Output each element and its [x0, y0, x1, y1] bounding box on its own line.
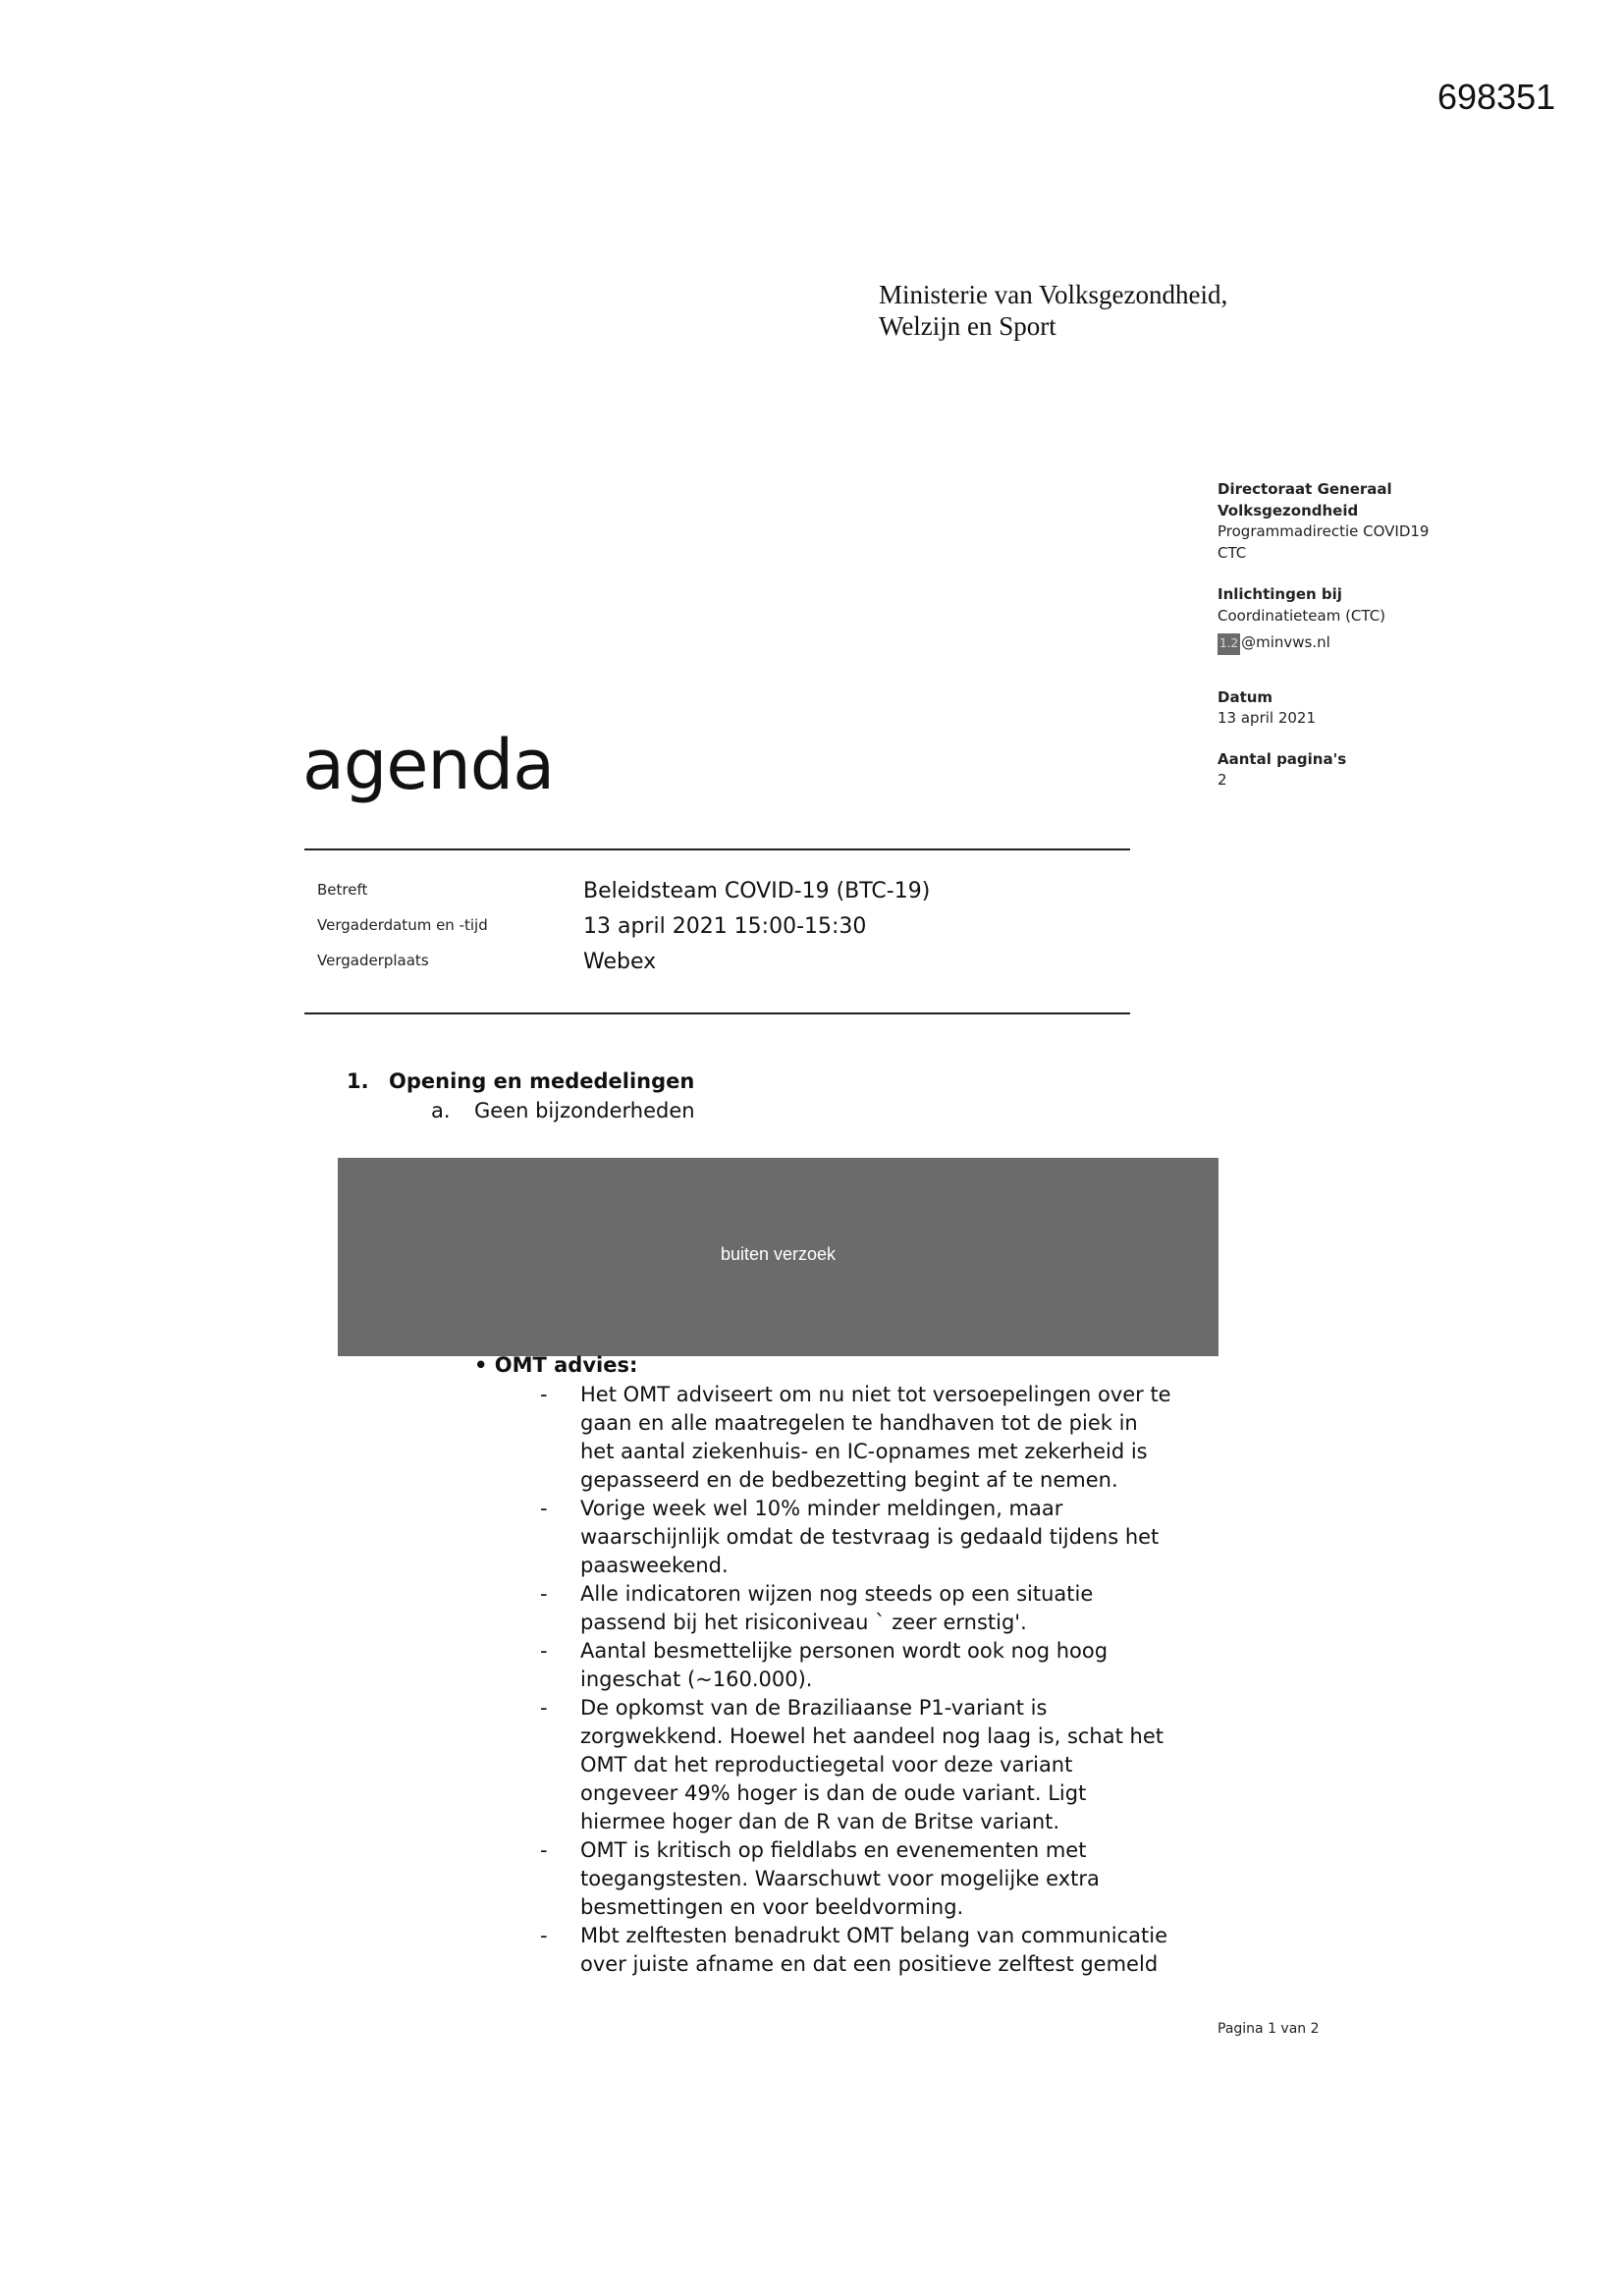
- dash-bullet: -: [540, 1497, 548, 1520]
- advice-item: [540, 1836, 1171, 1922]
- section-subitem: [431, 1099, 695, 1122]
- subitem-letter: a.: [431, 1099, 451, 1122]
- advice-line: het aantal ziekenhuis- en IC-opnames met zekerheid is: [580, 1440, 1148, 1463]
- sidebar-info: [1218, 479, 1429, 792]
- advice-item: [540, 1694, 1171, 1836]
- meta-label: Vergaderdatum en -tijd: [317, 916, 488, 934]
- date-value: 13 april 2021: [1218, 709, 1317, 727]
- ministry-line: Welzijn en Sport: [879, 311, 1056, 341]
- advice-line: besmettingen en voor beeldvorming.: [580, 1895, 964, 1919]
- dash-bullet: -: [540, 1639, 548, 1663]
- omt-heading: [474, 1353, 637, 1377]
- unit-line: Programmadirectie COVID19: [1218, 522, 1430, 540]
- advice-item: [540, 1922, 1171, 1979]
- advice-line: Vorige week wel 10% minder meldingen, maar: [580, 1497, 1063, 1520]
- advice-line: De opkomst van de Braziliaanse P1-variant is: [580, 1696, 1048, 1720]
- page-footer: Pagina 1 van 2: [1218, 2021, 1320, 2037]
- dash-bullet: -: [540, 1383, 548, 1406]
- subitem-text: Geen bijzonderheden: [474, 1099, 695, 1122]
- advice-line: paasweekend.: [580, 1554, 729, 1577]
- dash-bullet: -: [540, 1924, 548, 1947]
- section-title: Opening en mededelingen: [389, 1069, 695, 1093]
- email-domain: @minvws.nl: [1241, 633, 1330, 651]
- advice-item: [540, 1637, 1171, 1694]
- advice-line: Alle indicatoren wijzen nog steeds op een situatie: [580, 1582, 1094, 1606]
- advice-line: OMT dat het reproductiegetal voor deze variant: [580, 1753, 1073, 1777]
- contact-label: Inlichtingen bij: [1218, 585, 1342, 603]
- advice-line: waarschijnlijk omdat de testvraag is gedaald tijdens het: [580, 1525, 1160, 1549]
- advice-line: Mbt zelftesten benadrukt OMT belang van communicatie: [580, 1924, 1168, 1947]
- ministry-line: Ministerie van Volksgezondheid,: [879, 280, 1228, 309]
- department-line: Directoraat Generaal: [1218, 480, 1392, 498]
- pages-label: Aantal pagina's: [1218, 749, 1347, 768]
- section-heading: [347, 1069, 695, 1093]
- redaction-block: [338, 1158, 1218, 1356]
- unit-line: CTC: [1218, 543, 1247, 562]
- dash-bullet: -: [540, 1838, 548, 1862]
- department-line: Volksgezondheid: [1218, 501, 1359, 519]
- contact-team: Coordinatieteam (CTC): [1218, 606, 1386, 625]
- contact-email: [1218, 632, 1429, 655]
- divider: [304, 848, 1130, 850]
- advice-line: gaan en alle maatregelen te handhaven tot de piek in: [580, 1411, 1138, 1435]
- document-number: 698351: [1437, 77, 1556, 117]
- redaction-label: buiten verzoek: [720, 1244, 837, 1264]
- meta-label: Vergaderplaats: [317, 952, 429, 969]
- section-number: 1.: [347, 1069, 369, 1093]
- bullet-icon: •: [474, 1353, 488, 1377]
- meta-label: Betreft: [317, 881, 368, 899]
- dash-bullet: -: [540, 1696, 548, 1720]
- advice-line: gepasseerd en de bedbezetting begint af te nemen.: [580, 1468, 1118, 1492]
- advice-line: zorgwekkend. Hoewel het aandeel nog laag is, schat het: [580, 1724, 1164, 1748]
- dash-bullet: -: [540, 1582, 548, 1606]
- document-title: agenda: [302, 725, 555, 805]
- advice-line: hiermee hoger dan de R van de Britse variant.: [580, 1810, 1060, 1833]
- advice-line: Het OMT adviseert om nu niet tot versoepelingen over te: [580, 1383, 1171, 1406]
- advice-item: [540, 1381, 1171, 1495]
- advice-line: passend bij het risiconiveau ` zeer ernstig'.: [580, 1611, 1027, 1634]
- advice-line: over juiste afname en dat een positieve zelftest gemeld: [580, 1952, 1159, 1976]
- advice-item: [540, 1495, 1171, 1580]
- advice-line: ongeveer 49% hoger is dan de oude variant. Ligt: [580, 1781, 1087, 1805]
- pages-value: 2: [1218, 771, 1227, 789]
- meta-value: Webex: [583, 950, 657, 974]
- ministry-logo-text: [879, 279, 1227, 342]
- meta-value: 13 april 2021 15:00-15:30: [583, 914, 867, 939]
- advice-line: ingeschat (~160.000).: [580, 1667, 813, 1691]
- meta-value: Beleidsteam COVID-19 (BTC-19): [583, 879, 931, 903]
- email-redaction: 1.2: [1218, 633, 1240, 655]
- advice-line: OMT is kritisch op fieldlabs en evenementen met: [580, 1838, 1087, 1862]
- date-label: Datum: [1218, 687, 1273, 706]
- advice-line: toegangstesten. Waarschuwt voor mogelijke extra: [580, 1867, 1100, 1890]
- omt-advice-list: [540, 1381, 1171, 1979]
- advice-line: Aantal besmettelijke personen wordt ook nog hoog: [580, 1639, 1109, 1663]
- advice-item: [540, 1580, 1171, 1637]
- omt-heading-text: OMT advies:: [494, 1353, 638, 1377]
- divider: [304, 1012, 1130, 1014]
